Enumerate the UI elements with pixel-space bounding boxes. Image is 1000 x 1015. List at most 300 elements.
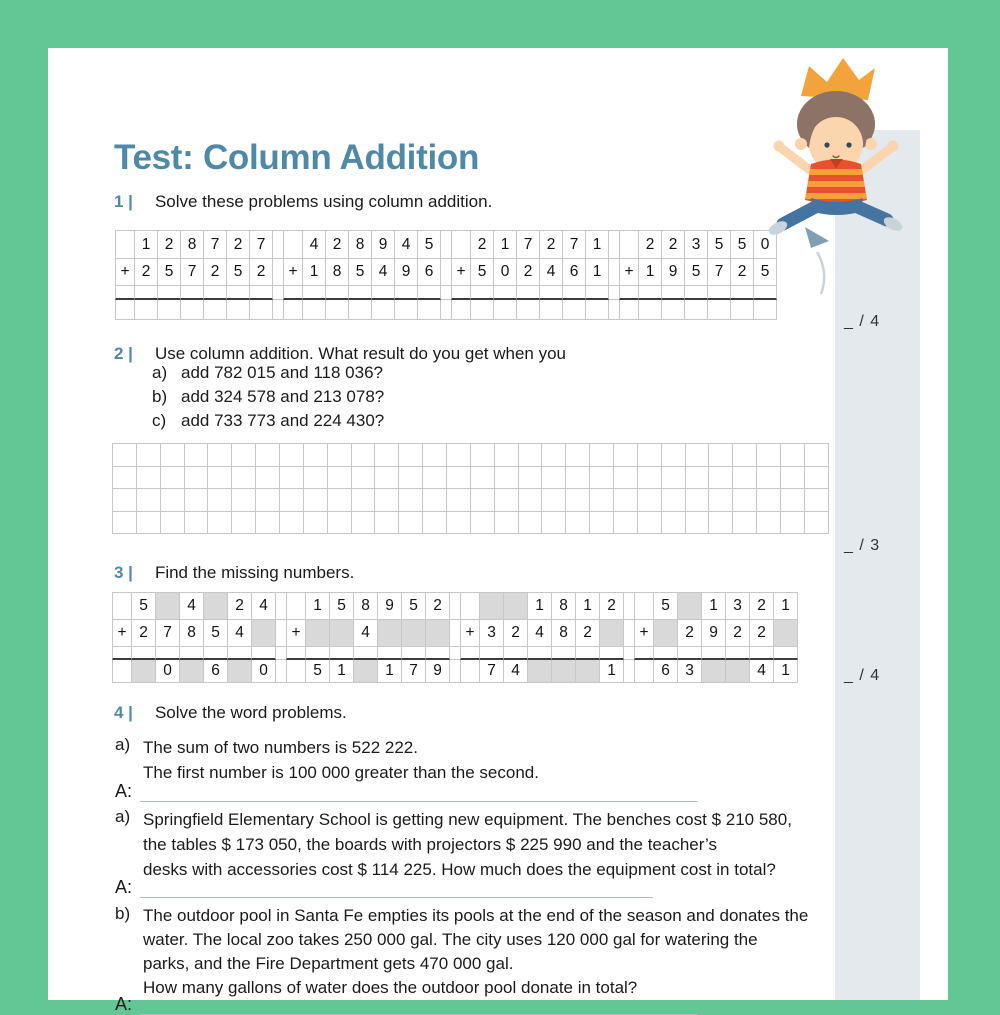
item-label: b) xyxy=(115,904,131,923)
grid-cell xyxy=(325,299,349,320)
grid-cell: 5 xyxy=(329,592,354,620)
grid-cell xyxy=(638,285,662,300)
q2-number: 2 | xyxy=(114,344,133,363)
grid-cell: 5 xyxy=(653,592,678,620)
grid-cell: 8 xyxy=(325,258,349,286)
grid-cell xyxy=(773,646,798,660)
grid-cell: 1 xyxy=(134,230,158,259)
q1-number: 1 | xyxy=(114,192,133,211)
q4-number: 4 | xyxy=(114,703,133,722)
grid-cell xyxy=(599,646,624,660)
grid-cell: 1 xyxy=(302,258,326,286)
grid-cell: 9 xyxy=(394,258,418,286)
grid-cell: 6 xyxy=(417,258,441,286)
grid-cell: 5 xyxy=(203,619,228,647)
grid-cell: + xyxy=(619,258,639,286)
grid-cell xyxy=(157,299,181,320)
grid-cell xyxy=(661,488,686,512)
grid-cell xyxy=(231,511,256,535)
grid-cell xyxy=(255,511,280,535)
grid-cell xyxy=(353,659,378,683)
grid-cell xyxy=(613,466,638,490)
grid-cell xyxy=(619,285,639,300)
grid-cell xyxy=(184,443,209,467)
grid-cell xyxy=(516,299,540,320)
grid-cell xyxy=(527,646,552,660)
grid-cell xyxy=(653,619,678,647)
grid-cell: 2 xyxy=(516,258,540,286)
grid-cell xyxy=(470,511,495,535)
grid-cell xyxy=(327,511,352,535)
grid-cell: 4 xyxy=(539,258,563,286)
grid-cell: + xyxy=(451,258,471,286)
jumping-boy-illustration xyxy=(765,52,905,302)
q2-subitems xyxy=(152,361,384,434)
grid-cell xyxy=(374,511,399,535)
grid-cell xyxy=(708,511,733,535)
grid-cell: 5 xyxy=(131,592,156,620)
q3-prompt: Find the missing numbers. xyxy=(154,563,355,582)
grid-cell xyxy=(279,511,304,535)
grid-cell xyxy=(160,466,185,490)
q4-answer-row-1 xyxy=(115,781,698,802)
grid-cell xyxy=(286,592,306,620)
grid-cell xyxy=(184,466,209,490)
grid-cell xyxy=(377,646,402,660)
grid-cell: 1 xyxy=(585,258,609,286)
grid-cell xyxy=(417,299,441,320)
grid-cell: 3 xyxy=(479,619,504,647)
q4-item-1 xyxy=(115,735,539,785)
grid-cell xyxy=(634,646,654,660)
grid-cell xyxy=(134,299,158,320)
grid-cell xyxy=(180,299,204,320)
grid-cell: 4 xyxy=(179,592,204,620)
grid-cell xyxy=(494,511,519,535)
grid-cell xyxy=(565,443,590,467)
grid-cell: 7 xyxy=(203,230,227,259)
grid-cell xyxy=(684,285,708,300)
grid-cell xyxy=(305,646,330,660)
grid-cell xyxy=(131,659,156,683)
grid-cell: 1 xyxy=(377,659,402,683)
item-text-line: parks, and the Fire Department gets 470 000 gal. xyxy=(143,954,514,973)
grid-cell xyxy=(725,659,750,683)
q4-header xyxy=(114,703,347,723)
grid-cell xyxy=(470,488,495,512)
grid-cell xyxy=(398,488,423,512)
grid-cell: 0 xyxy=(493,258,517,286)
item-text-line: the tables $ 173 050, the boards with projectors $ 225 990 and the teacher’s xyxy=(143,835,717,854)
grid-cell: 2 xyxy=(470,230,494,259)
grid-cell: 3 xyxy=(677,659,702,683)
grid-cell xyxy=(112,592,132,620)
grid-cell xyxy=(585,285,609,300)
grid-cell xyxy=(160,511,185,535)
q4-answer-row-3 xyxy=(115,994,698,1015)
q2-score: _ / 3 xyxy=(844,537,881,554)
grid-cell xyxy=(179,646,204,660)
grid-cell xyxy=(460,592,480,620)
grid-cell xyxy=(470,285,494,300)
grid-cell xyxy=(422,511,447,535)
grid-cell xyxy=(351,488,376,512)
grid-cell xyxy=(374,443,399,467)
grid-cell xyxy=(351,466,376,490)
grid-cell xyxy=(634,592,654,620)
grid-cell xyxy=(131,646,156,660)
grid-cell xyxy=(732,466,757,490)
grid-cell xyxy=(575,646,600,660)
grid-cell xyxy=(207,466,232,490)
grid-cell xyxy=(638,299,662,320)
grid-cell: 5 xyxy=(157,258,181,286)
grid-cell: 0 xyxy=(251,659,276,683)
grid-cell xyxy=(773,619,798,647)
item-text-line: The first number is 100 000 greater than the second. xyxy=(143,763,539,782)
grid-cell xyxy=(377,619,402,647)
grid-cell xyxy=(527,659,552,683)
grid-cell xyxy=(725,646,750,660)
grid-cell xyxy=(207,443,232,467)
grid-cell xyxy=(398,466,423,490)
grid-cell xyxy=(551,659,576,683)
grid-cell xyxy=(425,619,450,647)
grid-cell xyxy=(565,466,590,490)
grid-cell xyxy=(203,299,227,320)
grid-cell xyxy=(479,646,504,660)
grid-cell: 6 xyxy=(203,659,228,683)
grid-cell: 2 xyxy=(134,258,158,286)
grid-cell: 1 xyxy=(701,592,726,620)
q1-addition-grid xyxy=(115,230,777,320)
grid-cell: 9 xyxy=(425,659,450,683)
grid-cell xyxy=(634,659,654,683)
grid-cell xyxy=(327,466,352,490)
grid-row xyxy=(112,511,829,535)
grid-cell: 7 xyxy=(479,659,504,683)
grid-row xyxy=(115,285,777,300)
grid-cell xyxy=(589,466,614,490)
grid-cell: + xyxy=(286,619,306,647)
q1-score: _ / 4 xyxy=(844,313,881,330)
grid-cell: 2 xyxy=(638,230,662,259)
grid-cell xyxy=(329,646,354,660)
item-label: a) xyxy=(115,807,131,826)
grid-cell xyxy=(470,443,495,467)
grid-cell: 2 xyxy=(227,592,252,620)
grid-cell xyxy=(422,488,447,512)
grid-cell xyxy=(231,488,256,512)
grid-cell xyxy=(451,285,471,300)
item-text-line: water. The local zoo takes 250 000 gal. The city uses 120 000 gal for watering the xyxy=(143,930,758,949)
grid-cell xyxy=(249,285,273,300)
grid-cell: 4 xyxy=(251,592,276,620)
grid-cell xyxy=(575,659,600,683)
item-text-line: desks with accessories cost $ 114 225. How much does the equipment cost in total? xyxy=(143,860,776,879)
grid-cell xyxy=(401,646,426,660)
grid-cell: + xyxy=(634,619,654,647)
grid-cell xyxy=(231,443,256,467)
grid-cell: 3 xyxy=(684,230,708,259)
grid-cell xyxy=(730,285,754,300)
grid-cell xyxy=(401,619,426,647)
grid-cell xyxy=(425,646,450,660)
grid-cell xyxy=(155,592,180,620)
grid-cell: 6 xyxy=(562,258,586,286)
grid-cell: 2 xyxy=(131,619,156,647)
grid-cell: 2 xyxy=(203,258,227,286)
grid-cell: 2 xyxy=(325,230,349,259)
grid-cell xyxy=(279,488,304,512)
grid-cell xyxy=(551,646,576,660)
q4-prompt: Solve the word problems. xyxy=(154,703,347,722)
grid-cell xyxy=(589,488,614,512)
grid-cell xyxy=(685,466,710,490)
answer-label: A: xyxy=(115,994,133,1014)
grid-cell: 9 xyxy=(661,258,685,286)
grid-cell xyxy=(422,466,447,490)
grid-cell: 8 xyxy=(551,619,576,647)
grid-cell: 8 xyxy=(348,230,372,259)
grid-cell: 0 xyxy=(155,659,180,683)
grid-cell: 7 xyxy=(401,659,426,683)
grid-cell xyxy=(589,511,614,535)
grid-cell xyxy=(503,646,528,660)
grid-row xyxy=(112,659,798,683)
q1-prompt: Solve these problems using column addition. xyxy=(154,192,493,211)
grid-cell xyxy=(422,443,447,467)
q2-item-b xyxy=(152,385,384,409)
grid-cell: 1 xyxy=(527,592,552,620)
grid-row xyxy=(112,466,829,490)
grid-cell xyxy=(398,511,423,535)
grid-cell: 2 xyxy=(575,619,600,647)
grid-cell xyxy=(112,488,137,512)
grid-cell: 8 xyxy=(353,592,378,620)
grid-cell xyxy=(446,488,471,512)
grid-cell xyxy=(325,285,349,300)
grid-cell xyxy=(227,659,252,683)
grid-cell xyxy=(286,646,306,660)
grid-cell xyxy=(585,299,609,320)
page-title: Test: Column Addition xyxy=(114,138,480,177)
grid-cell xyxy=(707,285,731,300)
grid-cell: 5 xyxy=(417,230,441,259)
grid-cell xyxy=(351,443,376,467)
worksheet-page xyxy=(48,48,948,1014)
grid-cell xyxy=(685,511,710,535)
grid-cell xyxy=(708,488,733,512)
grid-cell xyxy=(732,488,757,512)
grid-cell: 7 xyxy=(562,230,586,259)
grid-cell xyxy=(353,646,378,660)
grid-cell xyxy=(283,285,303,300)
grid-cell xyxy=(279,443,304,467)
grid-cell: 4 xyxy=(749,659,774,683)
grid-cell xyxy=(599,619,624,647)
grid-cell: 7 xyxy=(180,258,204,286)
grid-cell xyxy=(327,488,352,512)
grid-cell xyxy=(661,443,686,467)
grid-cell: 1 xyxy=(638,258,662,286)
grid-cell xyxy=(157,285,181,300)
grid-cell xyxy=(541,466,566,490)
grid-cell xyxy=(516,285,540,300)
grid-row xyxy=(112,488,829,512)
grid-cell xyxy=(283,299,303,320)
grid-row xyxy=(115,230,777,259)
grid-cell xyxy=(115,230,135,259)
grid-cell xyxy=(732,443,757,467)
grid-cell xyxy=(562,285,586,300)
q3-score: _ / 4 xyxy=(844,667,881,684)
grid-cell xyxy=(589,443,614,467)
grid-cell: 7 xyxy=(249,230,273,259)
grid-cell xyxy=(327,443,352,467)
grid-cell: + xyxy=(112,619,132,647)
grid-cell xyxy=(286,659,306,683)
item-label: a) xyxy=(152,363,168,383)
item-text-line: How many gallons of water does the outdoor pool donate in total? xyxy=(143,978,638,997)
item-text: add 782 015 and 118 036? xyxy=(181,363,383,383)
grid-cell: 2 xyxy=(661,230,685,259)
q4-item-3 xyxy=(115,904,808,1000)
grid-row xyxy=(115,299,777,320)
grid-cell: 5 xyxy=(753,258,777,286)
grid-cell: 2 xyxy=(503,619,528,647)
grid-cell xyxy=(303,443,328,467)
item-text-line: The outdoor pool in Santa Fe empties its pools at the end of the season and donates the xyxy=(143,906,809,925)
answer-line xyxy=(140,996,698,1015)
grid-cell xyxy=(249,299,273,320)
grid-cell xyxy=(619,230,639,259)
grid-cell xyxy=(780,443,805,467)
grid-row xyxy=(112,646,798,660)
grid-cell xyxy=(303,466,328,490)
item-label: b) xyxy=(152,387,168,407)
grid-cell: 2 xyxy=(157,230,181,259)
grid-cell: 8 xyxy=(551,592,576,620)
item-text: add 733 773 and 224 430? xyxy=(181,411,385,431)
grid-cell xyxy=(677,592,702,620)
grid-cell xyxy=(115,285,135,300)
grid-row xyxy=(112,443,829,467)
grid-cell: 5 xyxy=(684,258,708,286)
grid-cell xyxy=(539,285,563,300)
grid-cell: 9 xyxy=(377,592,402,620)
grid-cell: 4 xyxy=(227,619,252,647)
grid-cell xyxy=(613,511,638,535)
grid-cell xyxy=(701,659,726,683)
grid-cell: 3 xyxy=(725,592,750,620)
grid-cell: 1 xyxy=(585,230,609,259)
grid-cell: 4 xyxy=(394,230,418,259)
grid-cell xyxy=(136,488,161,512)
grid-cell xyxy=(613,488,638,512)
item-label: c) xyxy=(152,411,167,431)
grid-cell xyxy=(446,443,471,467)
grid-cell xyxy=(255,488,280,512)
grid-cell xyxy=(637,466,662,490)
item-text-line: The sum of two numbers is 522 222. xyxy=(143,738,418,757)
grid-cell: 1 xyxy=(575,592,600,620)
grid-cell xyxy=(804,488,829,512)
grid-cell: 5 xyxy=(226,258,250,286)
grid-cell xyxy=(518,488,543,512)
grid-cell xyxy=(685,488,710,512)
grid-cell xyxy=(348,299,372,320)
grid-cell: 0 xyxy=(753,230,777,259)
grid-cell: 2 xyxy=(539,230,563,259)
grid-cell xyxy=(231,466,256,490)
grid-cell xyxy=(451,299,471,320)
q3-missing-numbers-grid xyxy=(112,592,798,683)
q2-working-grid xyxy=(112,443,829,534)
answer-label: A: xyxy=(115,781,133,801)
grid-cell xyxy=(503,592,528,620)
grid-cell xyxy=(470,299,494,320)
grid-cell xyxy=(661,511,686,535)
grid-cell: 1 xyxy=(773,592,798,620)
grid-cell xyxy=(184,511,209,535)
grid-cell: 8 xyxy=(180,230,204,259)
grid-cell xyxy=(541,488,566,512)
grid-cell xyxy=(661,299,685,320)
grid-cell: 2 xyxy=(226,230,250,259)
grid-cell xyxy=(756,488,781,512)
grid-cell xyxy=(661,285,685,300)
grid-cell xyxy=(112,659,132,683)
grid-row xyxy=(115,258,777,286)
grid-cell: 2 xyxy=(725,619,750,647)
grid-cell xyxy=(417,285,441,300)
grid-cell xyxy=(541,511,566,535)
grid-cell xyxy=(619,299,639,320)
answer-label: A: xyxy=(115,877,133,897)
grid-cell xyxy=(279,466,304,490)
grid-cell: 2 xyxy=(425,592,450,620)
grid-cell xyxy=(701,646,726,660)
grid-cell: 7 xyxy=(155,619,180,647)
q4-item-2 xyxy=(115,807,792,882)
grid-cell: 9 xyxy=(371,230,395,259)
grid-cell xyxy=(613,443,638,467)
grid-row xyxy=(112,619,798,647)
grid-cell xyxy=(804,466,829,490)
grid-cell: 2 xyxy=(249,258,273,286)
grid-cell xyxy=(302,285,326,300)
grid-cell xyxy=(371,285,395,300)
grid-cell xyxy=(756,466,781,490)
grid-cell xyxy=(112,466,137,490)
grid-cell xyxy=(565,511,590,535)
grid-cell: 4 xyxy=(503,659,528,683)
grid-cell xyxy=(283,230,303,259)
grid-cell xyxy=(451,230,471,259)
grid-cell xyxy=(374,466,399,490)
grid-cell xyxy=(155,646,180,660)
grid-cell xyxy=(255,466,280,490)
grid-cell xyxy=(708,466,733,490)
grid-cell xyxy=(653,646,678,660)
grid-cell xyxy=(394,285,418,300)
grid-cell xyxy=(160,443,185,467)
q3-header xyxy=(114,563,354,583)
grid-cell: 1 xyxy=(773,659,798,683)
grid-cell xyxy=(804,443,829,467)
grid-cell xyxy=(179,659,204,683)
